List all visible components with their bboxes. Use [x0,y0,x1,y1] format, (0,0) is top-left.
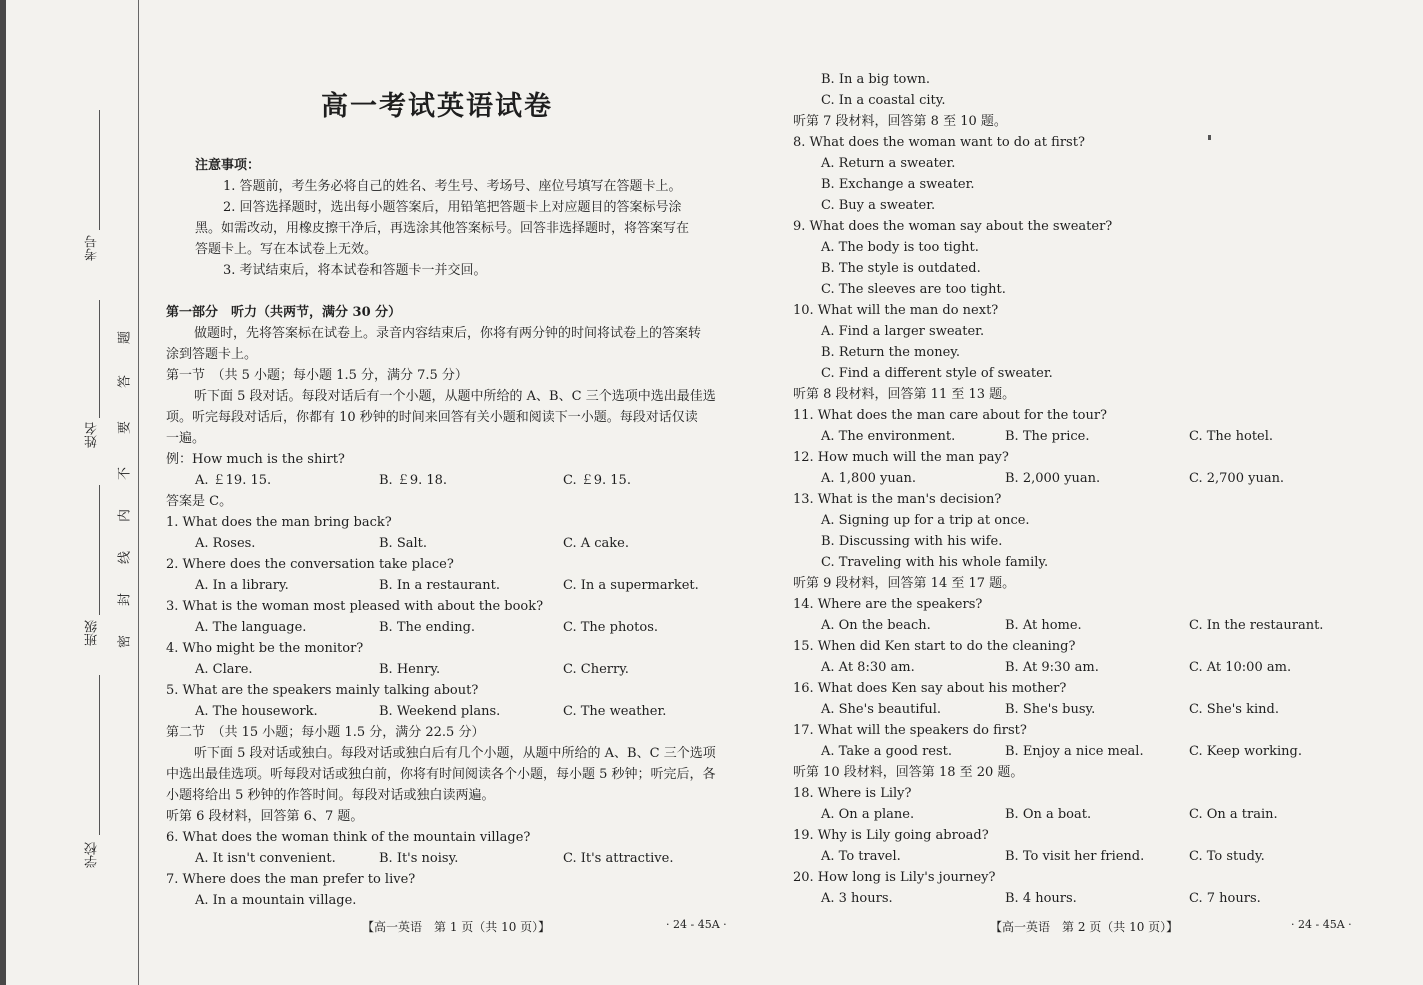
question-18: 18. Where is Lily? [793,786,912,801]
material-9: 听第 9 段材料，回答第 14 至 17 题。 [793,576,1016,591]
option-b: B. Enjoy a nice meal. [1005,744,1144,759]
option-a: A. The housework. [195,704,318,719]
question-17: 17. What will the speakers do first? [793,723,1027,738]
example-question: 例：How much is the shirt? [166,452,345,467]
option-a: A. 1,800 yuan. [821,471,916,486]
seal-char: 不 [117,467,133,481]
option-a: A. In a mountain village. [195,893,357,908]
option-c: C. The photos. [563,620,658,635]
seal-char: 线 [117,551,133,565]
question-1: 1. What does the man bring back? [166,515,392,530]
option-b: B. At home. [1005,618,1082,633]
option-a: A. To travel. [821,849,901,864]
option-b: B. The style is outdated. [821,261,981,276]
notice-line: 答题卡上。写在本试卷上无效。 [195,242,378,257]
option-a: A. On a plane. [821,807,915,822]
page-title: 高一考试英语试卷 [321,91,553,122]
option-a: A. Clare. [195,662,253,677]
binding-line [138,0,139,985]
seal-char: 答 [117,375,133,389]
option-c: C. 2,700 yuan. [1189,471,1285,486]
option-c: C. The weather. [563,704,667,719]
option-a: A. On the beach. [821,618,931,633]
page-code: · 24 - 45A · [666,918,727,931]
notice-heading: 注意事项： [195,158,261,173]
option-a: A. The body is too tight. [821,240,979,255]
question-7: 7. Where does the man prefer to live? [166,872,416,887]
question-6: 6. What does the woman think of the mountain village? [166,830,531,845]
question-3: 3. What is the woman most pleased with about the book? [166,599,544,614]
option-c: C. Cherry. [563,662,629,677]
seal-char: 题 [117,331,133,345]
notice-line: 2. 回答选择题时，选出每小题答案后，用铅笔把答题卡上对应题目的答案标号涂 [223,200,682,215]
option-a: A. Roses. [195,536,256,551]
exam-number-rule [99,110,100,230]
class-label: 班级 [84,620,100,646]
option-a: A. 3 hours. [821,891,893,906]
question-14: 14. Where are the speakers? [793,597,983,612]
option-c: C. In a coastal city. [821,93,946,108]
option-c: C. On a train. [1189,807,1278,822]
question-19: 19. Why is Lily going abroad? [793,828,989,843]
question-2: 2. Where does the conversation take place? [166,557,454,572]
option-c: C. A cake. [563,536,630,551]
option-a: A. Return a sweater. [821,156,956,171]
question-10: 10. What will the man do next? [793,303,999,318]
question-9: 9. What does the woman say about the sweater? [793,219,1113,234]
name-field [80,422,104,452]
option-a: A. At 8:30 am. [821,660,915,675]
section1-instruction: 一遍。 [166,431,206,446]
seal-char: 封 [117,593,133,607]
option-a: A. Take a good rest. [821,744,953,759]
question-16: 16. What does Ken say about his mother? [793,681,1067,696]
option-b: B. Return the money. [821,345,961,360]
school-label: 学校 [84,842,100,868]
question-5: 5. What are the speakers mainly talking about? [166,683,479,698]
question-11: 11. What does the man care about for the tour? [793,408,1108,423]
name-label: 姓名 [84,422,100,448]
option-c: C. She's kind. [1189,702,1279,717]
option-b: B. The ending. [379,620,476,635]
exam-number-field [80,235,104,265]
option-c: C. In a supermarket. [563,578,699,593]
part1-instruction: 做题时，先将答案标在试卷上。录音内容结束后，你将有两分钟的时间将试卷上的答案转 [194,326,702,341]
option-c: C. Find a different style of sweater. [821,366,1053,381]
class-rule [99,485,100,615]
notice-line: 黑。如需改动，用橡皮擦干净后，再选涂其他答案标号。回答非选择题时，将答案写在 [195,221,690,236]
part1-heading: 第一部分 听力（共两节，满分 30 分） [166,305,402,320]
option-a: A. In a library. [195,578,289,593]
option-b: B. It's noisy. [379,851,459,866]
seal-char: 密 [117,635,133,649]
scan-speck [1208,135,1211,140]
seal-char: 内 [117,509,133,523]
option-c: C. At 10:00 am. [1189,660,1292,675]
school-rule [99,675,100,835]
seal-char: 要 [117,421,133,435]
section1-instruction: 听下面 5 段对话。每段对话后有一个小题，从题中所给的 A、B、C 三个选项中选出最佳选 [194,389,716,404]
option-b: B. In a big town. [821,72,930,87]
part1-instruction: 涂到答题卡上。 [166,347,258,362]
binding-margin [0,0,140,985]
section1-heading: 第一节 （共 5 小题；每小题 1.5 分，满分 7.5 分） [166,368,468,383]
binding-edge [0,0,6,985]
option-a: A. Signing up for a trip at once. [821,513,1030,528]
section2-instruction: 小题将给出 5 秒钟的作答时间。每段对话或独白读两遍。 [166,788,495,803]
question-13: 13. What is the man's decision? [793,492,1002,507]
option-c: C. The sleeves are too tight. [821,282,1006,297]
example-option-c: C. ￡9. 15. [563,473,631,488]
option-c: C. Keep working. [1189,744,1302,759]
page-footer: 【高一英语 第 1 页（共 10 页）】 [362,920,551,934]
option-b: B. 2,000 yuan. [1005,471,1101,486]
option-c: C. Buy a sweater. [821,198,936,213]
option-c: C. It's attractive. [563,851,674,866]
option-b: B. To visit her friend. [1005,849,1145,864]
option-c: C. To study. [1189,849,1265,864]
option-a: A. The environment. [821,429,956,444]
section2-instruction: 中选出最佳选项。听每段对话或独白前，你将有时间阅读各个小题，每小题 5 秒钟；听完后，各 [166,767,716,782]
option-b: B. Exchange a sweater. [821,177,975,192]
option-b: B. Salt. [379,536,427,551]
section2-heading: 第二节 （共 15 小题；每小题 1.5 分，满分 22.5 分） [166,725,485,740]
page-footer: 【高一英语 第 2 页（共 10 页）】 [990,920,1179,934]
section1-instruction: 项。听完每段对话后，你都有 10 秒钟的时间来回答有关小题和阅读下一小题。每段对话仅读 [166,410,698,425]
question-15: 15. When did Ken start to do the cleaning? [793,639,1076,654]
option-a: A. It isn't convenient. [195,851,336,866]
example-option-b: B. ￡9. 18. [379,473,448,488]
option-b: B. Henry. [379,662,441,677]
option-b: B. In a restaurant. [379,578,500,593]
option-a: A. She's beautiful. [821,702,941,717]
example-answer: 答案是 C。 [166,494,233,509]
option-c: C. In the restaurant. [1189,618,1324,633]
option-b: B. Weekend plans. [379,704,501,719]
option-c: C. Traveling with his whole family. [821,555,1049,570]
option-b: B. On a boat. [1005,807,1092,822]
question-12: 12. How much will the man pay? [793,450,1009,465]
material-10: 听第 10 段材料，回答第 18 至 20 题。 [793,765,1024,780]
material-7: 听第 7 段材料，回答第 8 至 10 题。 [793,114,1007,129]
material-6: 听第 6 段材料，回答第 6、7 题。 [166,809,364,824]
question-8: 8. What does the woman want to do at first? [793,135,1085,150]
class-field [80,620,104,650]
option-b: B. 4 hours. [1005,891,1077,906]
section2-instruction: 听下面 5 段对话或独白。每段对话或独白后有几个小题，从题中所给的 A、B、C 三个选项 [194,746,716,761]
exam-number-label: 考号 [84,235,100,261]
page-code: · 24 - 45A · [1291,918,1352,931]
question-4: 4. Who might be the monitor? [166,641,364,656]
example-option-a: A. ￡19. 15. [195,473,272,488]
question-20: 20. How long is Lily's journey? [793,870,996,885]
option-b: B. The price. [1005,429,1090,444]
option-c: C. The hotel. [1189,429,1274,444]
option-b: B. Discussing with his wife. [821,534,1003,549]
option-a: A. The language. [195,620,307,635]
material-8: 听第 8 段材料，回答第 11 至 13 题。 [793,387,1016,402]
option-b: B. At 9:30 am. [1005,660,1099,675]
option-a: A. Find a larger sweater. [821,324,985,339]
notice-line: 1. 答题前，考生务必将自己的姓名、考生号、考场号、座位号填写在答题卡上。 [223,179,682,194]
notice-line: 3. 考试结束后，将本试卷和答题卡一并交回。 [223,263,487,278]
option-c: C. 7 hours. [1189,891,1261,906]
school-field [80,842,104,872]
option-b: B. She's busy. [1005,702,1096,717]
name-rule [99,300,100,418]
